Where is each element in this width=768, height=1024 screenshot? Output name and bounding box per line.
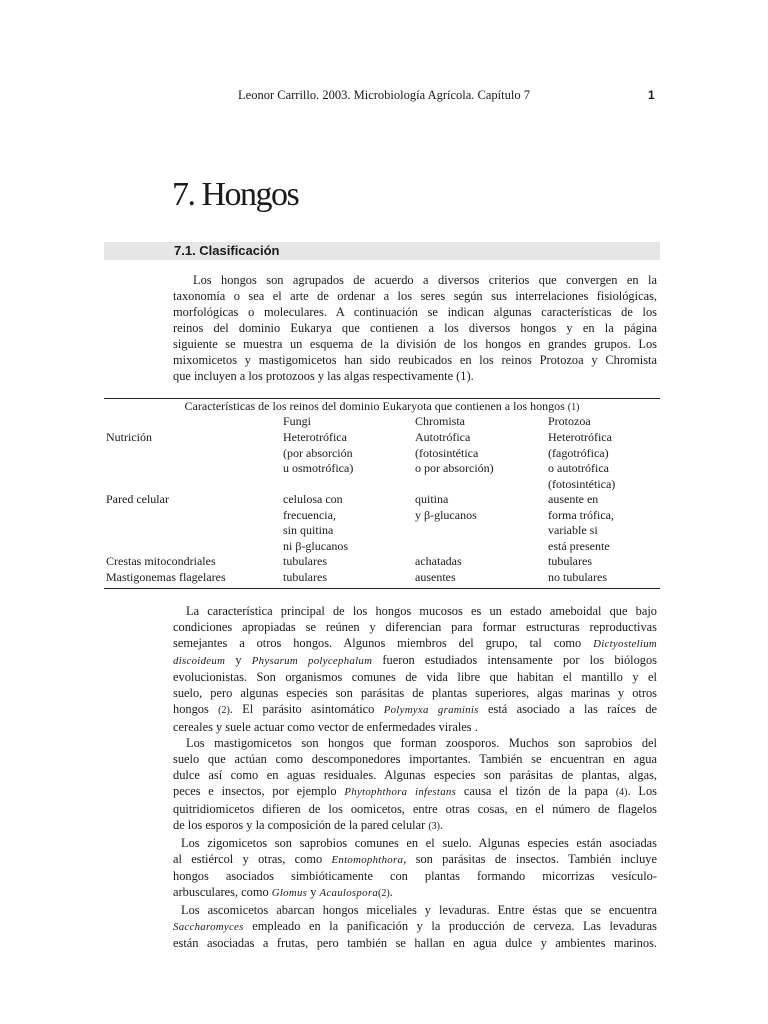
cell-line: o autotrófica bbox=[548, 461, 609, 475]
cell-nutricion-protozoa bbox=[548, 430, 615, 492]
cell-line: Autotrófica bbox=[415, 430, 471, 444]
p1-line: La característica principal de los hongos mucosos es un estado ameboidal que bajo bbox=[186, 604, 657, 618]
cell-pared-protozoa bbox=[548, 492, 614, 554]
p3-line: Los zigomicetos son saprobios comunes en el suelo. Algunas especies están asociadas bbox=[181, 836, 657, 850]
citation-ref: (2) bbox=[218, 705, 230, 716]
cell-crestas-fungi: tubulares bbox=[283, 554, 327, 568]
text-run: fueron estudiados intensamente por los biólogos bbox=[372, 653, 657, 667]
cell-mastigonemas-fungi: tubulares bbox=[283, 570, 327, 584]
p3-line bbox=[173, 884, 657, 902]
text-run: . Los bbox=[627, 784, 657, 798]
col-header-fungi: Fungi bbox=[283, 414, 312, 428]
section-title: 7.1. Clasificación bbox=[174, 243, 280, 258]
intro-line: Los hongos son agrupados de acuerdo a diversos criterios que convergen en la bbox=[193, 273, 657, 287]
text-run: hongos bbox=[173, 702, 219, 716]
row-label-mastigonemas: Mastigonemas flagelares bbox=[106, 570, 226, 584]
text-run: . bbox=[439, 818, 444, 832]
text-run: de los esporos y la composición de la pared celular bbox=[173, 818, 429, 832]
intro-line: que incluyen a los protozoos y las algas respectivamente (1). bbox=[173, 369, 474, 383]
cell-mastigonemas-chromista: ausentes bbox=[415, 570, 456, 584]
cell-pared-fungi bbox=[283, 492, 348, 554]
citation-ref: (2) bbox=[378, 888, 390, 899]
cell-crestas-protozoa: tubulares bbox=[548, 554, 592, 568]
p1-line: evolucionistas. Son organismos comunes de vida libre que habitan el mantillo y el bbox=[173, 670, 657, 684]
cell-line: ni β-glucanos bbox=[283, 538, 349, 553]
text-run: . bbox=[389, 885, 393, 899]
citation-ref: (3) bbox=[428, 821, 440, 832]
row-label-pared-celular: Pared celular bbox=[106, 492, 169, 506]
p1-line bbox=[173, 635, 657, 652]
cell-line: frecuencia, bbox=[283, 507, 336, 522]
intro-line: siguiente se muestra un esquema de la división de los hongos en grandes grupos. Los bbox=[173, 337, 657, 351]
text-run: , son parásitas de insectos. También incluye bbox=[403, 852, 657, 866]
p2-line bbox=[173, 817, 657, 835]
cell-line: Heterotrófica bbox=[548, 430, 612, 444]
p4-line: Los ascomicetos abarcan hongos miceliales y levaduras. Entre éstas que se encuentra bbox=[181, 903, 657, 917]
text-run: está asociado a las raíces de bbox=[478, 702, 658, 716]
cell-line: (fotosintética bbox=[415, 445, 479, 460]
p1-line: cereales y suele actuar como vector de enfermedades virales . bbox=[173, 720, 478, 734]
intro-line: taxonomía o sea el arte de ordenar a los seres según sus interrelaciones fisiológicas, bbox=[173, 289, 657, 303]
p2-line: Los mastigomicetos son hongos que forman zoosporos. Muchos son saprobios del bbox=[186, 736, 657, 750]
cell-line: Heterotrófica bbox=[283, 430, 347, 444]
running-head: Leonor Carrillo. 2003. Microbiología Agrícola. Capítulo 7 bbox=[238, 88, 530, 102]
cell-line: ausente en bbox=[548, 492, 599, 506]
row-label-nutricion: Nutrición bbox=[106, 430, 152, 444]
p4-line bbox=[173, 918, 657, 935]
text-run: empleado en la panificación y la producción de cerveza. Las levaduras bbox=[243, 919, 657, 933]
text-run: arbusculares, como bbox=[173, 885, 272, 899]
text-run: al estiércol y otras, como bbox=[173, 852, 332, 866]
col-header-protozoa: Protozoa bbox=[548, 414, 591, 428]
species-name: Polymyxa graminis bbox=[383, 704, 479, 716]
p2-line: suelo que actúan como descomponedores importantes. También se encuentran en agua bbox=[173, 752, 657, 766]
cell-line: está presente bbox=[548, 538, 610, 553]
cell-nutricion-chromista bbox=[415, 430, 494, 477]
cell-mastigonemas-protozoa: no tubulares bbox=[548, 570, 607, 584]
cell-line: (fagotrófica) bbox=[548, 445, 609, 460]
intro-line: reinos del dominio Eukarya que contienen a los diversos hongos y en la página bbox=[173, 321, 657, 335]
table-bottom-rule bbox=[104, 588, 660, 589]
text-run: y bbox=[225, 653, 252, 667]
cell-line: quitina bbox=[415, 492, 449, 506]
text-run: . El parásito asintomático bbox=[229, 702, 384, 716]
cell-line: (por absorción bbox=[283, 445, 353, 460]
cell-pared-chromista bbox=[415, 492, 477, 523]
cell-line: sin quitina bbox=[283, 523, 334, 537]
table-caption-ref: (1) bbox=[567, 402, 580, 413]
p1-line: suelo, pero algunas especies son parásitas de plantas superiores, algas marinas y otros bbox=[173, 686, 657, 700]
intro-line: morfológicas o moleculares. A continuación se indican algunas características de los bbox=[173, 305, 657, 319]
p1-line bbox=[173, 701, 657, 719]
body-text bbox=[173, 603, 657, 951]
cell-line: y β-glucanos bbox=[415, 507, 477, 522]
species-name: Physarum polycephalum bbox=[251, 655, 373, 667]
cell-line: variable si bbox=[548, 523, 598, 537]
intro-paragraph bbox=[173, 272, 657, 384]
p2-line bbox=[173, 783, 657, 801]
cell-crestas-chromista: achatadas bbox=[415, 554, 462, 568]
text-run: causa el tizón de la papa bbox=[456, 784, 616, 798]
row-label-crestas: Crestas mitocondriales bbox=[106, 554, 216, 568]
species-name: Glomus bbox=[271, 887, 308, 899]
cell-nutricion-fungi bbox=[283, 430, 353, 477]
p3-line bbox=[173, 851, 657, 868]
citation-ref: (4) bbox=[615, 787, 628, 798]
species-name: Entomophthora bbox=[331, 854, 404, 866]
cell-line: celulosa con bbox=[283, 492, 343, 506]
chapter-title: 7. Hongos bbox=[172, 176, 299, 213]
p1-line: condiciones apropiadas se reúnen y diferencian para formar estructuras reproductivas bbox=[173, 620, 657, 634]
species-name: Acaulospora bbox=[319, 887, 379, 899]
p1-line bbox=[173, 652, 657, 669]
cell-line: u osmotrófica) bbox=[283, 461, 354, 475]
intro-line: mixomicetos y mastigomicetos han sido reubicados en los reinos Protozoa y Chromista bbox=[173, 353, 657, 367]
p4-line: están asociadas a frutas, pero también se hallan en agua dulce y ambientes marinos. bbox=[173, 936, 657, 950]
cell-line: forma trófica, bbox=[548, 507, 614, 522]
page-number: 1 bbox=[648, 88, 655, 102]
text-run: y bbox=[307, 885, 320, 899]
species-name: Dictyostelium bbox=[593, 638, 657, 650]
table-caption-text: Características de los reinos del dominio Eukaryota que contienen a los hongos bbox=[184, 399, 565, 413]
p2-line: quitridiomicetos difieren de los oomicetos, entre otras cosas, en el número de flagelos bbox=[173, 802, 657, 816]
col-header-chromista: Chromista bbox=[415, 414, 465, 428]
species-name: discoideum bbox=[173, 655, 226, 667]
p3-line: hongos asociados simbióticamente con plantas formando micorrizas vesículo- bbox=[173, 869, 657, 883]
species-name: Phytophthora infestans bbox=[344, 786, 457, 798]
species-name: Saccharomyces bbox=[173, 921, 244, 933]
cell-line: o por absorción) bbox=[415, 461, 494, 475]
cell-line: (fotosintética) bbox=[548, 476, 616, 491]
text-run: semejantes a otros hongos. Algunos miembros del grupo, tal como bbox=[173, 636, 594, 650]
p2-line: dulce así como en aguas residuales. Algunas especies son parásitas de plantas, algas, bbox=[173, 768, 657, 782]
text-run: peces e insectos, por ejemplo bbox=[173, 784, 345, 798]
